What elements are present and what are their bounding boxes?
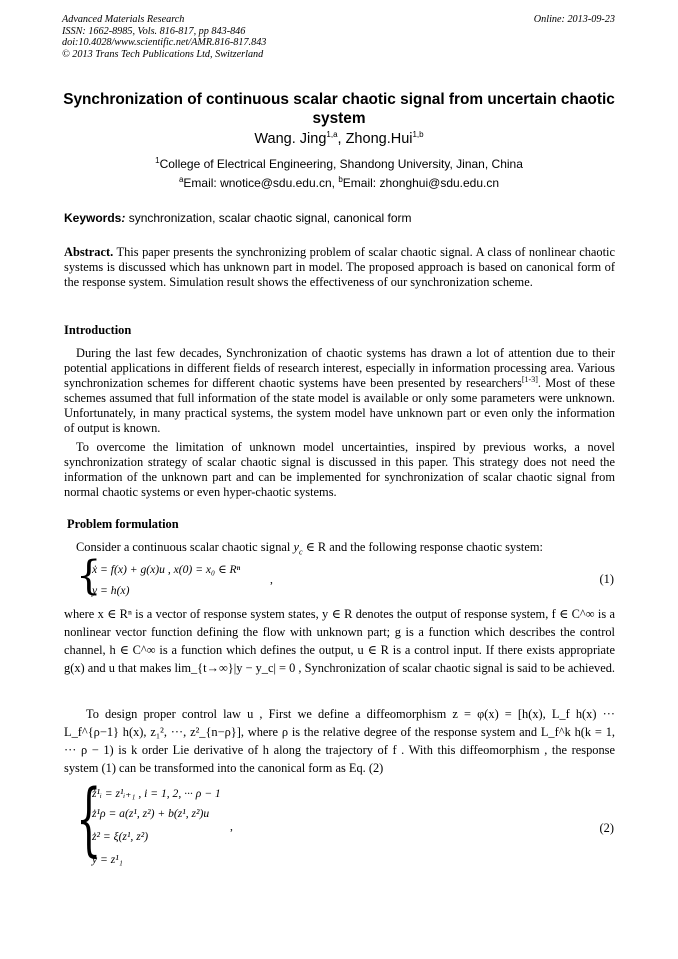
problem-paragraph-3: To design proper control law u , First we define a diffeomorphism z = φ(x) = [h(x), L_f h(x) ··· L_f^{ρ−1} h(x), z₁², ···, z²_{n−ρ}], where ρ is the relative degree of the response system and L_f^k h(k = 1, ··· ρ − 1) is k order Lie derivative of h along the trajectory of f . With this diffeomorphism , the response system (1) can be transformed into the canonical form as Eq. (2) <box>64 707 615 775</box>
online-date: Online: 2013-09-23 <box>533 14 615 25</box>
equation-2-number: (2) <box>599 821 614 835</box>
intro-citation: [1-3] <box>521 374 538 384</box>
signal-symbol: y <box>293 540 299 554</box>
author-2: Zhong.Hui <box>345 131 413 147</box>
keywords-line <box>64 211 412 225</box>
keywords-text: synchronization, scalar chaotic signal, canonical form <box>125 211 412 225</box>
email-b-sup: b <box>338 175 343 184</box>
problem-heading: Problem formulation <box>67 517 179 531</box>
problem-p1-text: Consider a continuous scalar chaotic signal <box>76 540 294 554</box>
equation-2-line-1: ż¹ᵢ = z¹ᵢ₊₁ , i = 1, 2, ··· ρ − 1 <box>92 787 221 800</box>
issn-line: ISSN: 1662-8985, Vols. 816-817, pp 843-846 <box>62 25 246 37</box>
equation-1-comma: , <box>270 573 273 586</box>
email-a: Email: wnotice@sdu.edu.cn, <box>183 176 339 190</box>
author-1-sup: 1,a <box>326 130 338 140</box>
copyright-line: © 2013 Trans Tech Publications Ltd, Switzerland <box>62 48 264 60</box>
intro-paragraph-2: To overcome the limitation of unknown model uncertainties, inspired by previous works, a novel synchronization strategy of scalar chaotic signal is discussed in this paper. This strategy does not need the information of the unknown part and can be implemented for synchronization of scalar chaotic signal from normal chaotic systems or even hyper-chaotic systems. <box>64 440 615 499</box>
author-1: Wang. Jing <box>254 131 327 147</box>
intro-p1-text-a: During the last few decades, Synchronization of chaotic systems has drawn a lot of attention due to their potential applications in different fields of research interest, especially in information processing area. Various synchronization schemes for different chaotic systems have been presented by researchers <box>64 346 615 390</box>
equation-2-line-2: ż¹ρ = a(z¹, z²) + b(z¹, z²)u <box>92 807 210 820</box>
affil-sup: 1 <box>155 156 160 165</box>
eq1-brace: { <box>76 553 102 599</box>
equation-2-line-3: ż² = ξ(z¹, z²) <box>92 830 149 843</box>
journal-name: Advanced Materials Research <box>62 14 185 25</box>
problem-p1-tail: and the following response chaotic system: <box>326 540 543 554</box>
abstract-paragraph <box>64 245 615 290</box>
intro-heading: Introduction <box>64 323 132 337</box>
intro-p1-text-b: . Most of these schemes assumed that full information of the state model is available or only some parameters were unknown. Unfortunately, in many practical systems, the system model have unknown part or even only the information of output is known. <box>64 376 615 435</box>
paper-title: Synchronization of continuous scalar chaotic signal from uncertain chaotic system <box>63 91 615 127</box>
doi-line: doi:10.4028/www.scientific.net/AMR.816-817.843 <box>62 37 267 48</box>
keywords-label: Keywords <box>64 211 122 225</box>
signal-subscript: c <box>298 547 303 557</box>
abstract-text: This paper presents the synchronizing problem of scalar chaotic signal. A class of nonlinear chaotic systems is discussed which has unknown part in model. The proposed approach is based on canonical form of the response system. Simulation result shows the effectiveness of our synchronization scheme. <box>64 245 615 289</box>
problem-paragraph-2: where x ∈ Rⁿ is a vector of response system states, y ∈ R denotes the output of response system, f ∈ C^∞ is a nonlinear vector function defining the flow with unknown part; g is a function which describes the control channel, h ∈ C^∞ is a function which defines the output, u ∈ R is a control input. If there exists appropriate g(x) and u that makes lim_{t→∞}|y − y_c| = 0 , Synchronization of scalar chaotic signal is said to be achieved. <box>64 607 615 675</box>
signal-domain: ∈ R <box>302 540 327 554</box>
email-a-sup: a <box>178 175 184 184</box>
keywords-colon: : <box>121 211 126 225</box>
equation-1-line-1: ẋ = f(x) + g(x)u , x(0) = x₀ ∈ Rⁿ <box>92 563 241 576</box>
equation-2-comma: , <box>230 820 233 833</box>
equation-1-line-2: y = h(x) <box>92 584 130 597</box>
affiliation-block <box>62 155 616 193</box>
abstract-label: Abstract. <box>64 245 114 259</box>
intro-paragraph-1 <box>64 346 615 436</box>
email-b: Email: zhonghui@sdu.edu.cn <box>342 176 500 190</box>
equation-1-number: (1) <box>599 572 614 586</box>
authors-line: Wang. Jing$^{1,a}$, Zhong.Hui$^{1,b}$ <box>254 130 424 147</box>
problem-paragraph-1 <box>64 540 615 559</box>
eq2-brace: { <box>76 772 102 865</box>
journal-header <box>62 14 266 60</box>
author-2-sup: 1,b <box>412 130 424 140</box>
equation-2-line-4: y = z¹₁ <box>92 853 123 866</box>
affiliation: College of Electrical Engineering, Shandong University, Jinan, China <box>159 157 523 171</box>
